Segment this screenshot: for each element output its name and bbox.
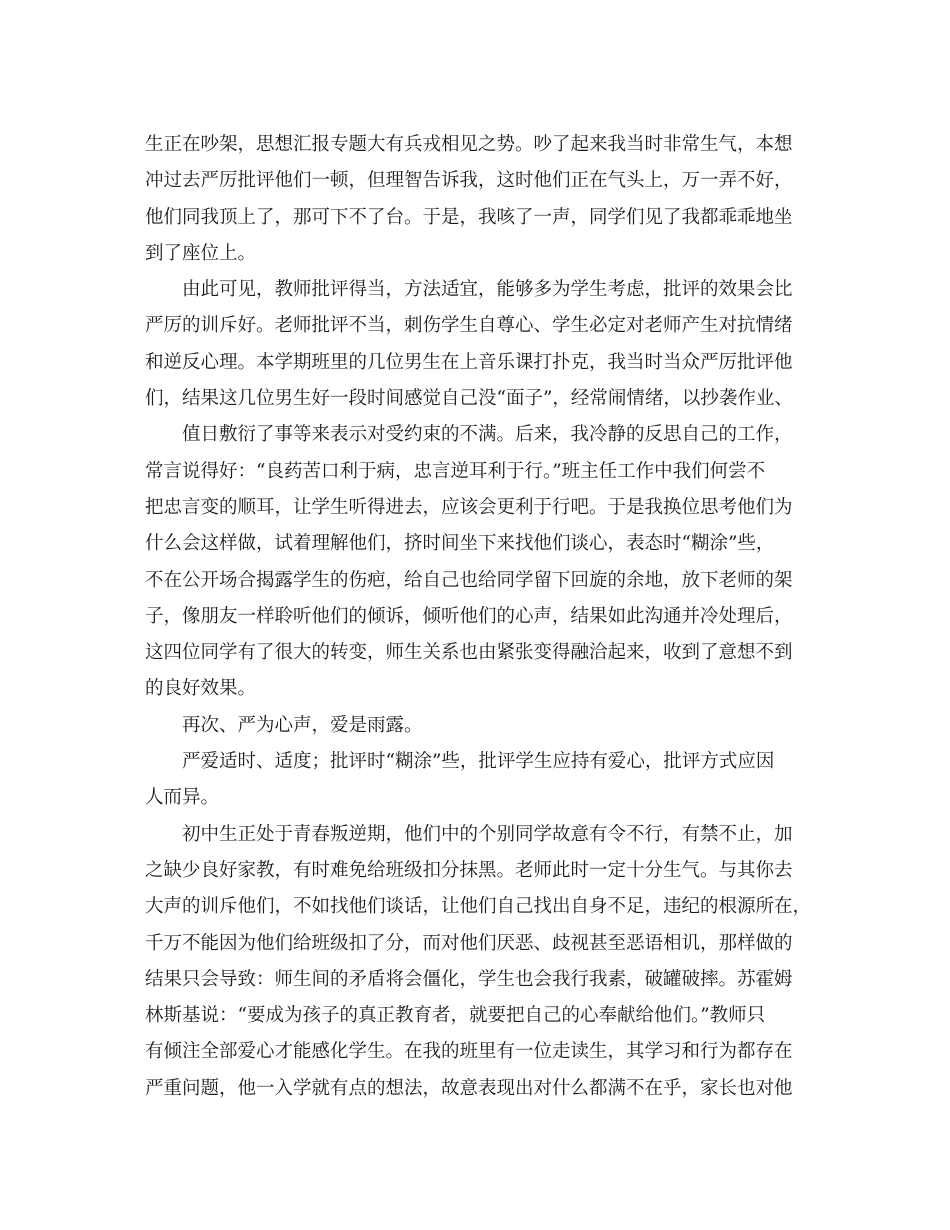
text-line: 千万不能因为他们给班级扣了分，而对他们厌恶、歧视甚至恶语相讥，那样做的: [145, 932, 793, 954]
text-line: 到了座位上。: [145, 242, 257, 264]
text-line: 常言说得好：“良药苦口利于病，忠言逆耳利于行。”班主任工作中我们何尝不: [145, 460, 766, 482]
text-line: 再次、严为心声，爱是雨露。: [182, 714, 423, 736]
text-line: 的良好效果。: [145, 678, 257, 700]
text-line: 严爱适时、适度；批评时“糊涂”些，批评学生应持有爱心，批评方式应因: [182, 751, 775, 773]
text-line: 林斯基说：“要成为孩子的真正教育者，就要把自己的心奉献给他们。”教师只: [145, 1005, 766, 1027]
text-line: 结果只会导致：师生间的矛盾将会僵化，学生也会我行我素，破罐破摔。苏霍姆: [145, 968, 793, 990]
text-line: 值日敷衍了事等来表示对受约束的不满。后来，我冷静的反思自己的工作，: [182, 424, 793, 446]
text-line: 由此可见，教师批评得当，方法适宜，能够多为学生考虑，批评的效果会比: [182, 279, 793, 301]
text-line: 子，像朋友一样聆听他们的倾诉，倾听他们的心声，结果如此沟通并冷处理后，: [145, 605, 793, 627]
text-line: 有倾注全部爱心才能感化学生。在我的班里有一位走读生，其学习和行为都存在: [145, 1041, 793, 1063]
text-line: 严厉的训斥好。老师批评不当，刺伤学生自尊心、学生必定对老师产生对抗情绪: [145, 315, 793, 337]
text-line: 什么会这样做，试着理解他们，挤时间坐下来找他们谈心，表态时“糊涂”些，: [145, 533, 775, 555]
text-line: 和逆反心理。本学期班里的几位男生在上音乐课打扑克，我当时当众严厉批评他: [145, 351, 793, 373]
text-line: 人而异。: [145, 787, 220, 809]
text-line: 冲过去严厉批评他们一顿，但理智告诉我，这时他们正在气头上，万一弄不好，: [145, 170, 793, 192]
text-line: 生正在吵架，思想汇报专题大有兵戎相见之势。吵了起来我当时非常生气，本想: [145, 134, 793, 155]
text-line: 把忠言变的顺耳，让学生听得进去，应该会更利于行吧。于是我换位思考他们为: [145, 496, 793, 518]
text-line: 他们同我顶上了，那可下不了台。于是，我咳了一声，同学们见了我都乖乖地坐: [145, 206, 793, 228]
document-body: [145, 127, 810, 1107]
text-line: 严重问题，他一入学就有点的想法，故意表现出对什么都满不在乎，家长也对他: [145, 1077, 793, 1099]
text-line: 初中生正处于青春叛逆期，他们中的个别同学故意有令不行，有禁不止，加: [182, 823, 793, 845]
text-line: 这四位同学有了很大的转变，师生关系也由紧张变得融洽起来，收到了意想不到: [145, 642, 793, 664]
text-line: 大声的训斥他们，不如找他们谈话，让他们自己找出自身不足，违纪的根源所在，: [145, 896, 812, 918]
text-line: 之缺少良好家教，有时难免给班级扣分抹黑。老师此时一定十分生气。与其你去: [145, 859, 793, 881]
text-line: 们，结果这几位男生好一段时间感觉自己没“面子”，经常闹情绪，以抄袭作业、: [145, 388, 793, 410]
text-line: 不在公开场合揭露学生的伤疤，给自己也给同学留下回旋的余地，放下老师的架: [145, 569, 793, 591]
